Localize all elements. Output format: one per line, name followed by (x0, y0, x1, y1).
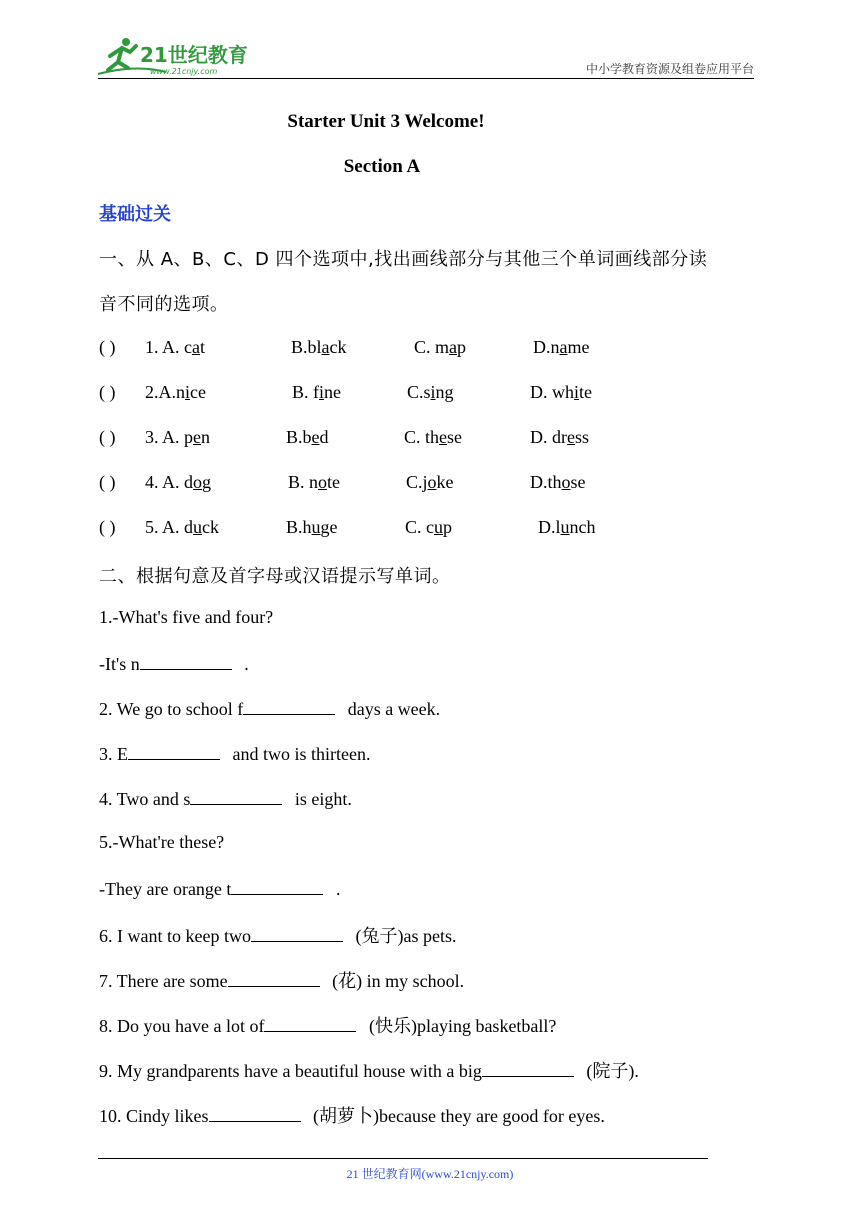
answer-bracket[interactable]: ( ) (99, 337, 116, 357)
option-b: B. note (288, 472, 341, 492)
option-d: D. dress (530, 427, 590, 447)
option-a: 5. A. duck (145, 517, 220, 537)
logo (96, 34, 266, 78)
option-c: C. map (414, 337, 467, 357)
logo-text: 21世纪教育 (140, 43, 248, 67)
header-divider (98, 78, 754, 79)
option-b: B.huge (286, 517, 338, 537)
option-d: D.lunch (538, 517, 596, 537)
answer-bracket[interactable]: ( ) (99, 472, 116, 492)
logo-url: www.21cnjy.com (150, 67, 218, 76)
fill-in-line: 5.-What're these? (99, 832, 225, 852)
section-heading: 基础过关 (99, 204, 171, 225)
answer-blank[interactable] (128, 742, 220, 760)
answer-blank[interactable] (482, 1059, 574, 1077)
header-platform-text: 中小学教育资源及组卷应用平台 (585, 62, 754, 76)
fill-in-line: 4. Two and s is eight. (99, 789, 352, 809)
fill-in-line: -They are orange t . (99, 879, 341, 899)
answer-blank[interactable] (190, 787, 282, 805)
option-a: 4. A. dog (145, 472, 212, 492)
footer-text: 21 世纪教育网(www.21cnjy.com) (346, 1167, 514, 1181)
fill-in-line: 1.-What's five and four? (99, 607, 274, 627)
option-a: 1. A. cat (145, 337, 206, 357)
part1-instruction-line2: 音不同的选项。 (99, 294, 229, 315)
answer-blank[interactable] (264, 1014, 356, 1032)
question-row (99, 382, 759, 406)
answer-blank[interactable] (231, 877, 323, 895)
part1-instruction-line1: 一、从 A、B、C、D 四个选项中,找出画线部分与其他三个单词画线部分读 (99, 249, 708, 270)
fill-in-line: 2. We go to school f days a week. (99, 699, 441, 719)
option-c: C.sing (407, 382, 454, 402)
option-b: B. fine (292, 382, 342, 402)
answer-blank[interactable] (243, 697, 335, 715)
fill-in-line: 8. Do you have a lot of (快乐)playing basketball? (99, 1016, 557, 1036)
fill-in-line: -It's n . (99, 654, 249, 674)
section-title: Section A (343, 156, 421, 177)
option-c: C.joke (406, 472, 454, 492)
answer-blank[interactable] (140, 652, 232, 670)
fill-in-line: 3. E and two is thirteen. (99, 744, 371, 764)
page-title: Starter Unit 3 Welcome! (287, 111, 485, 132)
answer-blank[interactable] (228, 969, 320, 987)
option-b: B.black (291, 337, 347, 357)
fill-in-line: 6. I want to keep two (兔子)as pets. (99, 926, 457, 946)
option-a: 3. A. pen (145, 427, 211, 447)
question-row (99, 337, 759, 361)
answer-blank[interactable] (251, 924, 343, 942)
answer-blank[interactable] (209, 1104, 301, 1122)
option-a: 2.A.nice (145, 382, 206, 402)
option-c: C. these (404, 427, 463, 447)
answer-bracket[interactable]: ( ) (99, 427, 116, 447)
option-d: D.name (533, 337, 590, 357)
question-row (99, 427, 759, 451)
fill-in-line: 10. Cindy likes (胡萝卜)because they are good for eyes. (99, 1106, 605, 1126)
question-row (99, 472, 759, 496)
option-b: B.bed (286, 427, 329, 447)
footer-divider (98, 1158, 708, 1159)
answer-bracket[interactable]: ( ) (99, 517, 116, 537)
question-row (99, 517, 759, 541)
answer-bracket[interactable]: ( ) (99, 382, 116, 402)
fill-in-line: 9. My grandparents have a beautiful house with a big (院子). (99, 1061, 639, 1081)
option-c: C. cup (405, 517, 452, 537)
fill-in-line: 7. There are some (花) in my school. (99, 971, 465, 991)
option-d: D. white (530, 382, 593, 402)
part2-instruction: 二、根据句意及首字母或汉语提示写单词。 (99, 566, 451, 587)
option-d: D.those (530, 472, 586, 492)
